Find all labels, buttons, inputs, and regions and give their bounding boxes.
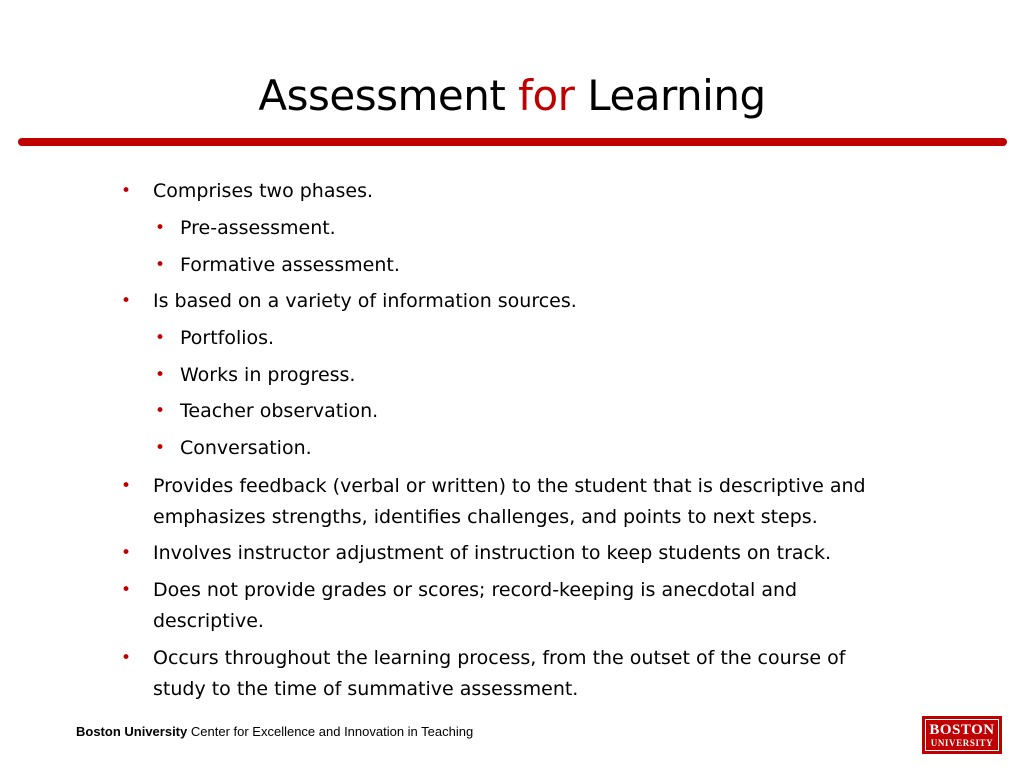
bullet-text: Conversation. [180, 437, 312, 459]
bullet-icon: • [155, 255, 166, 275]
bullet-item [121, 286, 577, 317]
bullet-icon: • [155, 438, 166, 458]
bullet-item [121, 471, 866, 533]
bullet-icon: • [121, 476, 132, 496]
footer-org: Boston University [76, 724, 188, 739]
bullet-icon: • [121, 291, 132, 311]
bullet-icon: • [155, 365, 166, 385]
bullet-icon: • [155, 328, 166, 348]
bullet-text: Works in progress. [180, 364, 356, 386]
bullet-item [121, 575, 798, 637]
footer-dept: Center for Excellence and Innovation in Teaching [190, 724, 474, 739]
bullet-icon: • [121, 580, 132, 600]
sub-bullet-item [155, 360, 356, 391]
boston-university-logo [922, 716, 1002, 754]
bullet-text: Provides feedback (verbal or written) to the student that is descriptive and [153, 475, 866, 497]
sub-bullet-item [155, 213, 336, 244]
bullet-icon: • [155, 218, 166, 238]
bullet-item [121, 643, 846, 705]
bullet-icon: • [121, 181, 132, 201]
logo-line-2: UNIVERSITY [930, 738, 994, 748]
bullet-text-continued: study to the time of summative assessment. [153, 678, 579, 700]
bullet-icon: • [121, 543, 132, 563]
bullet-item [121, 176, 374, 207]
bullet-text: Pre-assessment. [180, 217, 336, 239]
sub-bullet-item [155, 250, 400, 281]
bullet-text: Does not provide grades or scores; record-keeping is anecdotal and [153, 579, 798, 601]
bullet-item [121, 538, 832, 569]
bullet-text: Portfolios. [180, 327, 275, 349]
sub-bullet-item [155, 433, 312, 464]
bullet-icon: • [121, 648, 132, 668]
bullet-text: Formative assessment. [180, 254, 400, 276]
bullet-text: Comprises two phases. [153, 180, 374, 202]
title-word-for: for [518, 71, 575, 120]
bullet-text: Occurs throughout the learning process, from the outset of the course of [153, 647, 846, 669]
bullet-text: Is based on a variety of information sources. [153, 290, 577, 312]
title-word-assessment: Assessment [258, 71, 506, 120]
sub-bullet-item [155, 323, 275, 354]
logo-line-1: BOSTON [929, 722, 995, 738]
slide-footer [76, 723, 473, 741]
bullet-text: Involves instructor adjustment of instruction to keep students on track. [153, 542, 832, 564]
bullet-icon: • [155, 401, 166, 421]
bullet-text-continued: emphasizes strengths, identifies challenges, and points to next steps. [153, 506, 818, 528]
bullet-text-continued: descriptive. [153, 610, 264, 632]
bullet-text: Teacher observation. [180, 400, 379, 422]
sub-bullet-item [155, 396, 379, 427]
title-word-learning: Learning [587, 71, 766, 120]
